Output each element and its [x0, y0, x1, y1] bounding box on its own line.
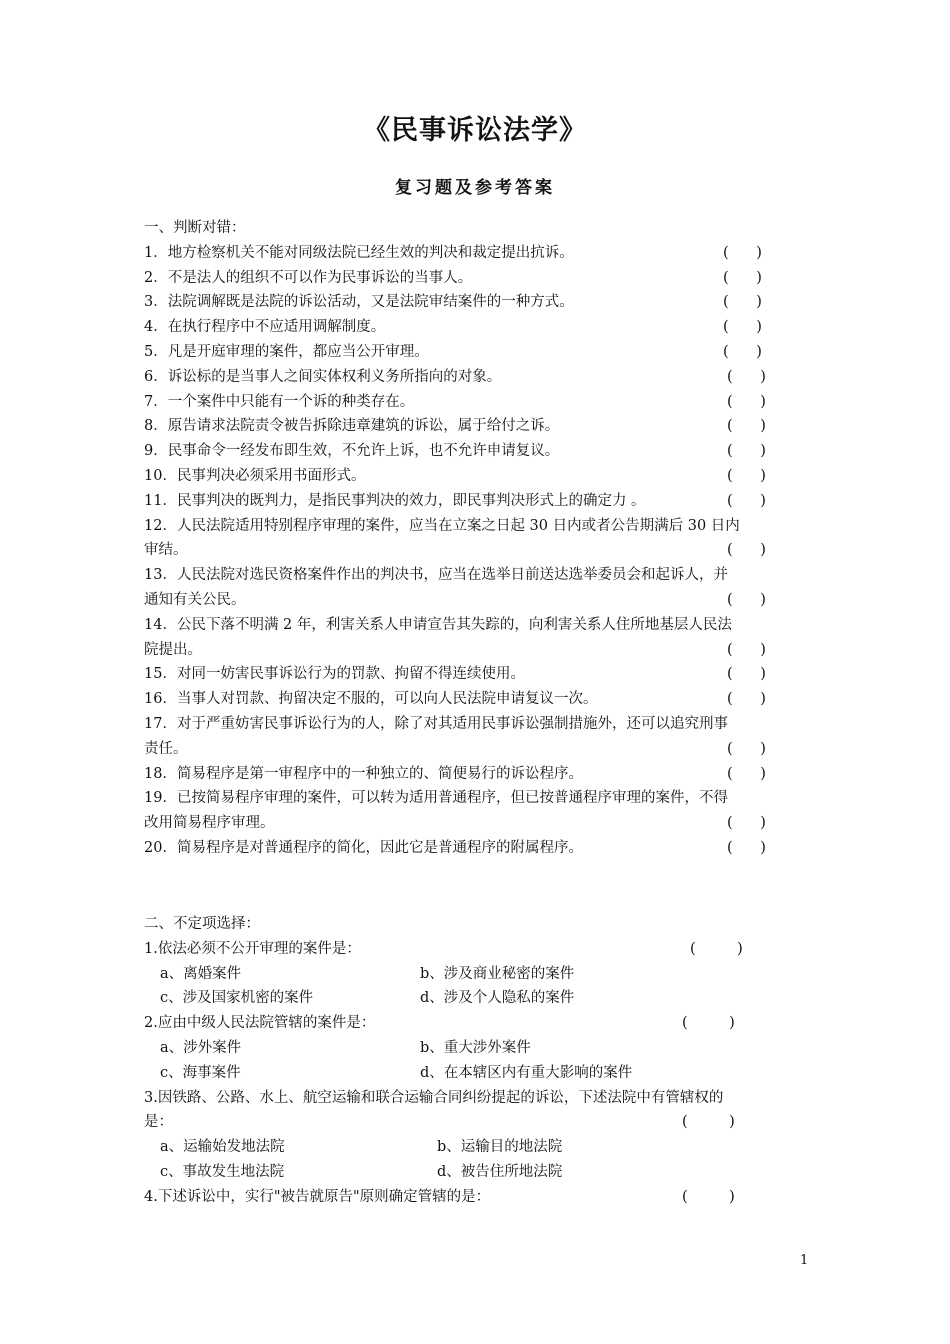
question-text: 2.应由中级人民法院管辖的案件是：: [144, 1015, 376, 1032]
section-multiple-choice: [144, 912, 814, 1210]
question-text: 通知有关公民。: [144, 591, 246, 608]
question-text: 13．人民法院对选民资格案件作出的判决书，应当在选举日前送达选举委员会和起诉人，并: [144, 567, 728, 584]
question-text: 19．已按简易程序审理的案件，可以转为适用普通程序，但已按普通程序审理的案件，不得: [144, 790, 728, 807]
option: a、涉外案件: [160, 1039, 242, 1056]
question-text: 11．民事判决的既判力，是指民事判决的效力，即民事判决形式上的确定力 。: [144, 492, 646, 509]
question-text: 9．民事命令一经发布即生效，不允许上诉，也不允许申请复议。: [144, 443, 560, 460]
answer-blank: ( ): [727, 815, 766, 832]
document-subtitle: 复习题及参考答案: [395, 178, 555, 198]
question-item: [144, 439, 814, 464]
question-item: [144, 340, 814, 365]
question-text: 3.因铁路、公路、水上、航空运输和联合运输合同纠纷提起的诉讼，下述法院中有管辖权的: [144, 1089, 724, 1106]
page-number: 1: [800, 1253, 809, 1268]
question-text: 改用简易程序审理。: [144, 815, 275, 832]
answer-blank: ( ): [727, 418, 766, 435]
question-continuation: [144, 638, 814, 663]
question-item: [144, 489, 814, 514]
question-item: [144, 290, 814, 315]
question-item: [144, 563, 814, 588]
answer-blank: ( ): [723, 294, 762, 311]
option: d、被告住所地法院: [437, 1163, 563, 1180]
question-continuation: [144, 1110, 814, 1135]
document-title: 《民事诉讼法学》: [363, 115, 587, 146]
question-item: [144, 365, 814, 390]
option: c、涉及国家机密的案件: [160, 990, 314, 1007]
question-continuation: [144, 588, 814, 613]
question-text: 17．对于严重妨害民事诉讼行为的人，除了对其适用民事诉讼强制措施外，还可以追究刑事: [144, 715, 728, 732]
question-text: 12．人民法院适用特别程序审理的案件，应当在立案之日起 30 日内或者公告期满后 30 日内: [144, 517, 740, 534]
question-item: [144, 712, 814, 737]
answer-blank: ( ): [682, 1114, 735, 1131]
question-text: 4．在执行程序中不应适用调解制度。: [144, 319, 386, 336]
question-continuation: [144, 737, 814, 762]
question-text: 4.下述诉讼中，实行"被告就原告"原则确定管辖的是：: [144, 1188, 491, 1205]
option: b、重大涉外案件: [420, 1039, 531, 1056]
section-heading: 一、判断对错：: [144, 220, 246, 236]
option-row: [144, 962, 814, 987]
question-text: 16．当事人对罚款、拘留决定不服的，可以向人民法院申请复议一次。: [144, 691, 598, 708]
question-text: 2．不是法人的组织不可以作为民事诉讼的当事人。: [144, 269, 473, 286]
answer-blank: ( ): [727, 393, 766, 410]
question-item: [144, 266, 814, 291]
question-text: 责任。: [144, 740, 188, 757]
option: a、离婚案件: [160, 965, 242, 982]
mcq-question: [144, 1185, 814, 1210]
answer-blank: ( ): [727, 666, 766, 683]
question-item: [144, 786, 814, 811]
question-item: [144, 613, 814, 638]
answer-blank: ( ): [723, 319, 762, 336]
answer-blank: ( ): [727, 467, 766, 484]
question-text: 1．地方检察机关不能对同级法院已经生效的判决和裁定提出抗诉。: [144, 244, 574, 261]
answer-blank: ( ): [727, 591, 766, 608]
question-text: 院提出。: [144, 641, 202, 658]
answer-blank: ( ): [723, 269, 762, 286]
question-text: 1.依法必须不公开审理的案件是：: [144, 940, 361, 957]
option: b、运输目的地法院: [437, 1139, 563, 1156]
answer-blank: ( ): [727, 691, 766, 708]
answer-blank: ( ): [727, 839, 766, 856]
question-text: 是：: [144, 1114, 173, 1131]
question-text: 审结。: [144, 542, 188, 559]
answer-blank: ( ): [682, 1015, 735, 1032]
question-item: [144, 414, 814, 439]
question-item: [144, 315, 814, 340]
option-row: [144, 1036, 814, 1061]
question-text: 8．原告请求法院责令被告拆除违章建筑的诉讼，属于给付之诉。: [144, 418, 560, 435]
section-heading: 二、不定项选择：: [144, 916, 260, 932]
question-text: 20．简易程序是对普通程序的简化，因此它是普通程序的附属程序。: [144, 839, 583, 856]
option-row: [144, 1160, 814, 1185]
question-item: [144, 836, 814, 861]
answer-blank: ( ): [727, 542, 766, 559]
option-row: [144, 1061, 814, 1086]
question-continuation: [144, 538, 814, 563]
mcq-question: [144, 1086, 814, 1111]
question-item: [144, 662, 814, 687]
answer-blank: ( ): [727, 443, 766, 460]
answer-blank: ( ): [727, 492, 766, 509]
answer-blank: ( ): [723, 343, 762, 360]
question-item: [144, 390, 814, 415]
answer-blank: ( ): [690, 940, 743, 957]
answer-blank: ( ): [727, 740, 766, 757]
question-text: 7．一个案件中只能有一个诉的种类存在。: [144, 393, 415, 410]
option: b、涉及商业秘密的案件: [420, 965, 575, 982]
question-item: [144, 762, 814, 787]
option-row: [144, 986, 814, 1011]
question-item: [144, 514, 814, 539]
question-continuation: [144, 811, 814, 836]
question-text: 10．民事判决必须采用书面形式。: [144, 467, 366, 484]
question-text: 15．对同一妨害民事诉讼行为的罚款、拘留不得连续使用。: [144, 666, 525, 683]
option: c、事故发生地法院: [160, 1163, 285, 1180]
question-item: [144, 687, 814, 712]
option: c、海事案件: [160, 1064, 241, 1081]
answer-blank: ( ): [682, 1188, 735, 1205]
question-text: 6．诉讼标的是当事人之间实体权利义务所指向的对象。: [144, 368, 502, 385]
answer-blank: ( ): [727, 765, 766, 782]
answer-blank: ( ): [723, 244, 762, 261]
section-true-false: [144, 216, 814, 861]
question-item: [144, 241, 814, 266]
question-item: [144, 464, 814, 489]
question-text: 3．法院调解既是法院的诉讼活动，又是法院审结案件的一种方式。: [144, 294, 574, 311]
answer-blank: ( ): [727, 641, 766, 658]
option: d、在本辖区内有重大影响的案件: [420, 1064, 633, 1081]
question-text: 5．凡是开庭审理的案件，都应当公开审理。: [144, 343, 429, 360]
option: a、运输始发地法院: [160, 1139, 285, 1156]
mcq-question: [144, 1011, 814, 1036]
question-text: 18．简易程序是第一审程序中的一种独立的、简便易行的诉讼程序。: [144, 765, 583, 782]
option: d、涉及个人隐私的案件: [420, 990, 575, 1007]
answer-blank: ( ): [727, 368, 766, 385]
option-row: [144, 1135, 814, 1160]
mcq-question: [144, 937, 814, 962]
question-text: 14．公民下落不明满 2 年，利害关系人申请宣告其失踪的，向利害关系人住所地基层人民法: [144, 616, 732, 633]
